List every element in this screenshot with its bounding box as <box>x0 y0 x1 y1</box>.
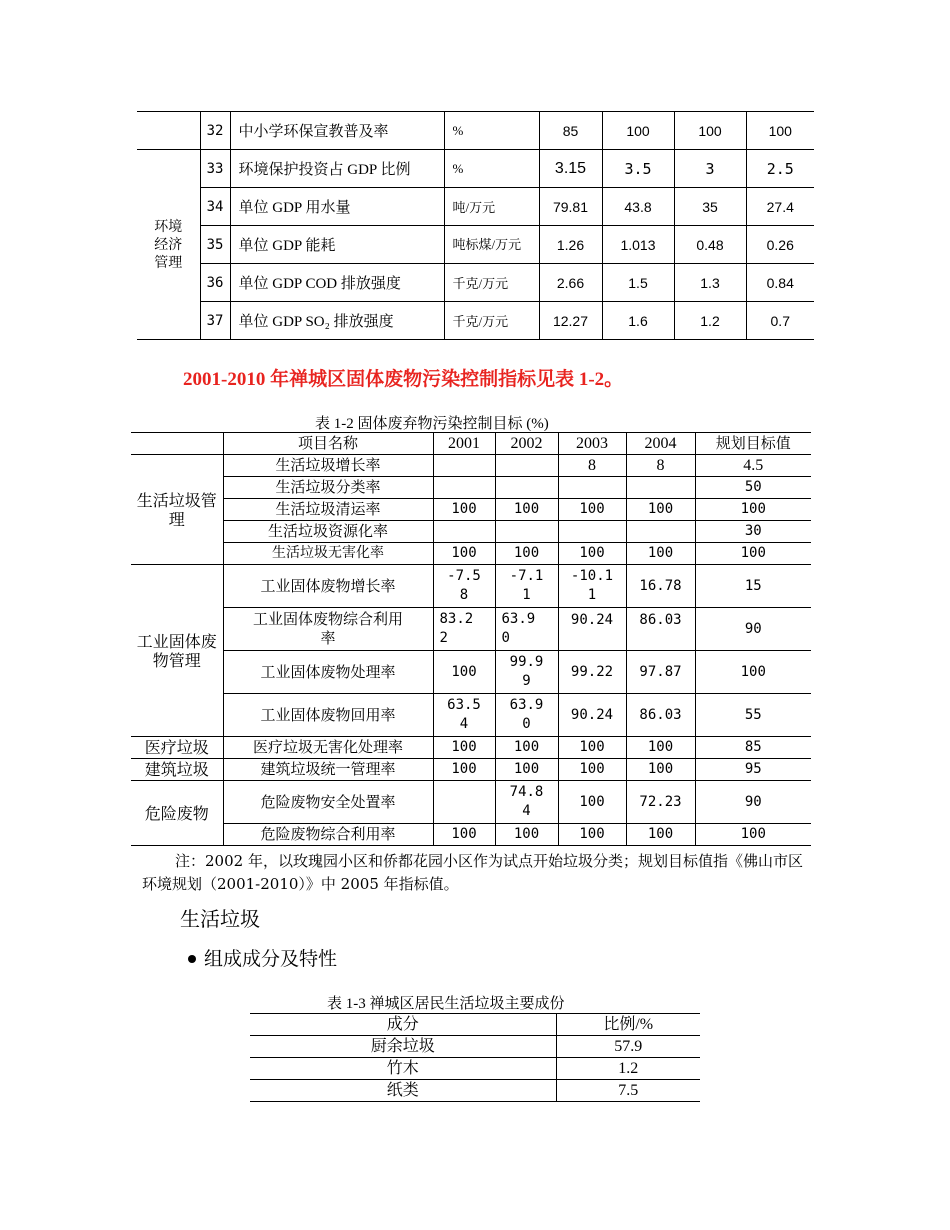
value-cell: -7.11 <box>495 565 558 608</box>
component-cell: 竹木 <box>250 1058 556 1080</box>
value-cell: 3.15 <box>539 150 602 188</box>
item-name: 工业固体废物综合利用率 <box>223 608 433 651</box>
unit-cell: 千克/万元 <box>444 264 539 302</box>
value-cell: 100 <box>695 651 811 694</box>
value-cell: 63.90 <box>495 608 558 651</box>
waste-composition-table <box>250 1013 700 1102</box>
table-row <box>131 651 811 694</box>
value-cell: 35 <box>674 188 746 226</box>
value-cell: 74.84 <box>495 781 558 824</box>
row-number: 36 <box>200 264 230 302</box>
value-cell: 83.22 <box>433 608 495 651</box>
table-row <box>131 477 811 499</box>
value-cell: 100 <box>602 112 674 150</box>
value-cell: 90.24 <box>558 608 626 651</box>
value-cell: 99.99 <box>495 651 558 694</box>
value-cell: 100 <box>433 824 495 846</box>
ratio-cell: 57.9 <box>556 1036 700 1058</box>
value-cell: 100 <box>626 759 695 781</box>
value-cell: 100 <box>558 759 626 781</box>
value-cell: 1.26 <box>539 226 602 264</box>
indicator-name: 单位 GDP 能耗 <box>230 226 444 264</box>
unit-cell: % <box>444 112 539 150</box>
item-name: 建筑垃圾统一管理率 <box>223 759 433 781</box>
column-header: 比例/% <box>556 1014 700 1036</box>
ratio-cell: 1.2 <box>556 1058 700 1080</box>
indicator-name: 环境保护投资占 GDP 比例 <box>230 150 444 188</box>
value-cell: 100 <box>695 543 811 565</box>
value-cell <box>433 521 495 543</box>
value-cell: 79.81 <box>539 188 602 226</box>
table-note: 注：2002 年，以玫瑰园小区和侨都花园小区作为试点开始垃圾分类；规划目标值指《佛山市区环境规划（2001-2010）》中 2005 年指标值。 <box>142 852 803 893</box>
item-name: 生活垃圾清运率 <box>223 499 433 521</box>
value-cell: 30 <box>695 521 811 543</box>
value-cell: 100 <box>495 824 558 846</box>
value-cell: 100 <box>433 759 495 781</box>
value-cell: 1.2 <box>674 302 746 340</box>
value-cell: 2.66 <box>539 264 602 302</box>
value-cell: 100 <box>695 824 811 846</box>
item-name: 生活垃圾增长率 <box>223 455 433 477</box>
item-name: 医疗垃圾无害化处理率 <box>223 737 433 759</box>
value-cell: 1.3 <box>674 264 746 302</box>
solid-waste-control-table <box>131 432 811 846</box>
value-cell <box>558 477 626 499</box>
component-cell: 厨余垃圾 <box>250 1036 556 1058</box>
indicator-table-continued <box>137 111 814 340</box>
value-cell: 85 <box>539 112 602 150</box>
value-cell: 100 <box>433 543 495 565</box>
value-cell: 90 <box>695 781 811 824</box>
group-cell: 危险废物 <box>131 781 223 846</box>
table-row <box>131 737 811 759</box>
table-row <box>131 759 811 781</box>
row-number: 34 <box>200 188 230 226</box>
table-header-row <box>250 1014 700 1036</box>
item-name: 生活垃圾分类率 <box>223 477 433 499</box>
column-header: 规划目标值 <box>695 433 811 455</box>
value-cell <box>433 477 495 499</box>
value-cell: 0.7 <box>746 302 814 340</box>
table-row <box>131 694 811 737</box>
item-name: 生活垃圾无害化率 <box>223 543 433 565</box>
value-cell: 1.013 <box>602 226 674 264</box>
value-cell: 100 <box>433 651 495 694</box>
value-cell: 27.4 <box>746 188 814 226</box>
table-caption: 表 1-2 固体废弃物污染控制目标 (%) <box>315 416 549 432</box>
table-caption: 表 1-3 禅城区居民生活垃圾主要成份 <box>327 996 565 1012</box>
unit-cell: % <box>444 150 539 188</box>
value-cell <box>433 781 495 824</box>
value-cell: -10.11 <box>558 565 626 608</box>
value-cell: 0.26 <box>746 226 814 264</box>
item-name: 危险废物安全处置率 <box>223 781 433 824</box>
column-header: 项目名称 <box>223 433 433 455</box>
value-cell: 100 <box>558 543 626 565</box>
table-row <box>250 1058 700 1080</box>
value-cell: 100 <box>626 737 695 759</box>
value-cell: 100 <box>495 543 558 565</box>
value-cell: 3 <box>674 150 746 188</box>
table-row <box>131 521 811 543</box>
column-header: 2004 <box>626 433 695 455</box>
table-row <box>250 1036 700 1058</box>
row-number: 32 <box>200 112 230 150</box>
column-header: 2001 <box>433 433 495 455</box>
unit-cell: 吨/万元 <box>444 188 539 226</box>
component-cell: 纸类 <box>250 1080 556 1102</box>
value-cell: 63.54 <box>433 694 495 737</box>
value-cell: 100 <box>495 499 558 521</box>
group-cell: 生活垃圾管理 <box>131 455 223 565</box>
value-cell: 100 <box>674 112 746 150</box>
value-cell: 100 <box>433 499 495 521</box>
table-row <box>137 226 814 264</box>
item-name: 危险废物综合利用率 <box>223 824 433 846</box>
column-header: 2003 <box>558 433 626 455</box>
table-row <box>131 455 811 477</box>
value-cell: 95 <box>695 759 811 781</box>
value-cell <box>433 455 495 477</box>
value-cell <box>626 521 695 543</box>
value-cell: 100 <box>558 737 626 759</box>
section-heading: 2001-2010 年禅城区固体废物污染控制指标见表 1-2。 <box>183 369 624 390</box>
row-number: 35 <box>200 226 230 264</box>
indicator-name: 单位 GDP COD 排放强度 <box>230 264 444 302</box>
value-cell <box>626 477 695 499</box>
value-cell: 0.84 <box>746 264 814 302</box>
value-cell: 72.23 <box>626 781 695 824</box>
unit-cell: 吨标煤/万元 <box>444 226 539 264</box>
table-row <box>250 1080 700 1102</box>
value-cell: 8 <box>626 455 695 477</box>
value-cell <box>495 455 558 477</box>
item-name: 生活垃圾资源化率 <box>223 521 433 543</box>
group-cell: 工业固体废物管理 <box>131 565 223 737</box>
value-cell: 63.90 <box>495 694 558 737</box>
value-cell: 1.6 <box>602 302 674 340</box>
bullet-text: 组成成分及特性 <box>204 948 338 970</box>
column-header <box>131 433 223 455</box>
value-cell: 85 <box>695 737 811 759</box>
item-name: 工业固体废物处理率 <box>223 651 433 694</box>
table-row <box>137 188 814 226</box>
value-cell: 86.03 <box>626 694 695 737</box>
bullet-item <box>188 944 337 971</box>
value-cell: 100 <box>495 737 558 759</box>
value-cell: 43.8 <box>602 188 674 226</box>
value-cell: 100 <box>626 824 695 846</box>
ratio-cell: 7.5 <box>556 1080 700 1102</box>
table-row <box>131 543 811 565</box>
value-cell: 15 <box>695 565 811 608</box>
category-cell: 环境经济管理 <box>137 150 200 340</box>
value-cell: 90 <box>695 608 811 651</box>
value-cell: 55 <box>695 694 811 737</box>
table-row <box>137 150 814 188</box>
value-cell: 16.78 <box>626 565 695 608</box>
row-number: 37 <box>200 302 230 340</box>
value-cell: 100 <box>626 543 695 565</box>
item-name: 工业固体废物回用率 <box>223 694 433 737</box>
value-cell: 100 <box>558 499 626 521</box>
row-number: 33 <box>200 150 230 188</box>
value-cell: 99.22 <box>558 651 626 694</box>
unit-cell: 千克/万元 <box>444 302 539 340</box>
table-row <box>137 112 814 150</box>
value-cell: 100 <box>558 824 626 846</box>
column-header: 成分 <box>250 1014 556 1036</box>
group-cell: 建筑垃圾 <box>131 759 223 781</box>
value-cell <box>495 477 558 499</box>
value-cell: 0.48 <box>674 226 746 264</box>
item-name: 工业固体废物增长率 <box>223 565 433 608</box>
bullet-icon <box>188 955 196 963</box>
value-cell: 100 <box>695 499 811 521</box>
value-cell: 4.5 <box>695 455 811 477</box>
category-cell <box>137 112 200 150</box>
value-cell: 100 <box>558 781 626 824</box>
value-cell: 100 <box>626 499 695 521</box>
table-row <box>137 302 814 340</box>
value-cell: 2.5 <box>746 150 814 188</box>
value-cell: 1.5 <box>602 264 674 302</box>
value-cell: 97.87 <box>626 651 695 694</box>
value-cell: 3.5 <box>602 150 674 188</box>
table-row <box>131 565 811 608</box>
value-cell <box>558 521 626 543</box>
indicator-name: 中小学环保宣教普及率 <box>230 112 444 150</box>
value-cell: 50 <box>695 477 811 499</box>
value-cell: 90.24 <box>558 694 626 737</box>
value-cell: 8 <box>558 455 626 477</box>
group-cell: 医疗垃圾 <box>131 737 223 759</box>
value-cell: 100 <box>495 759 558 781</box>
table-header-row <box>131 433 811 455</box>
table-row <box>137 264 814 302</box>
value-cell: 12.27 <box>539 302 602 340</box>
value-cell: -7.58 <box>433 565 495 608</box>
table-row <box>131 824 811 846</box>
column-header: 2002 <box>495 433 558 455</box>
table-row <box>131 499 811 521</box>
indicator-name: 单位 GDP SO₂ 排放强度 <box>230 302 444 340</box>
section-heading: 生活垃圾 <box>180 907 260 931</box>
table-row <box>131 608 811 651</box>
value-cell: 100 <box>433 737 495 759</box>
indicator-name: 单位 GDP 用水量 <box>230 188 444 226</box>
value-cell <box>495 521 558 543</box>
value-cell: 86.03 <box>626 608 695 651</box>
value-cell: 100 <box>746 112 814 150</box>
table-row <box>131 781 811 824</box>
